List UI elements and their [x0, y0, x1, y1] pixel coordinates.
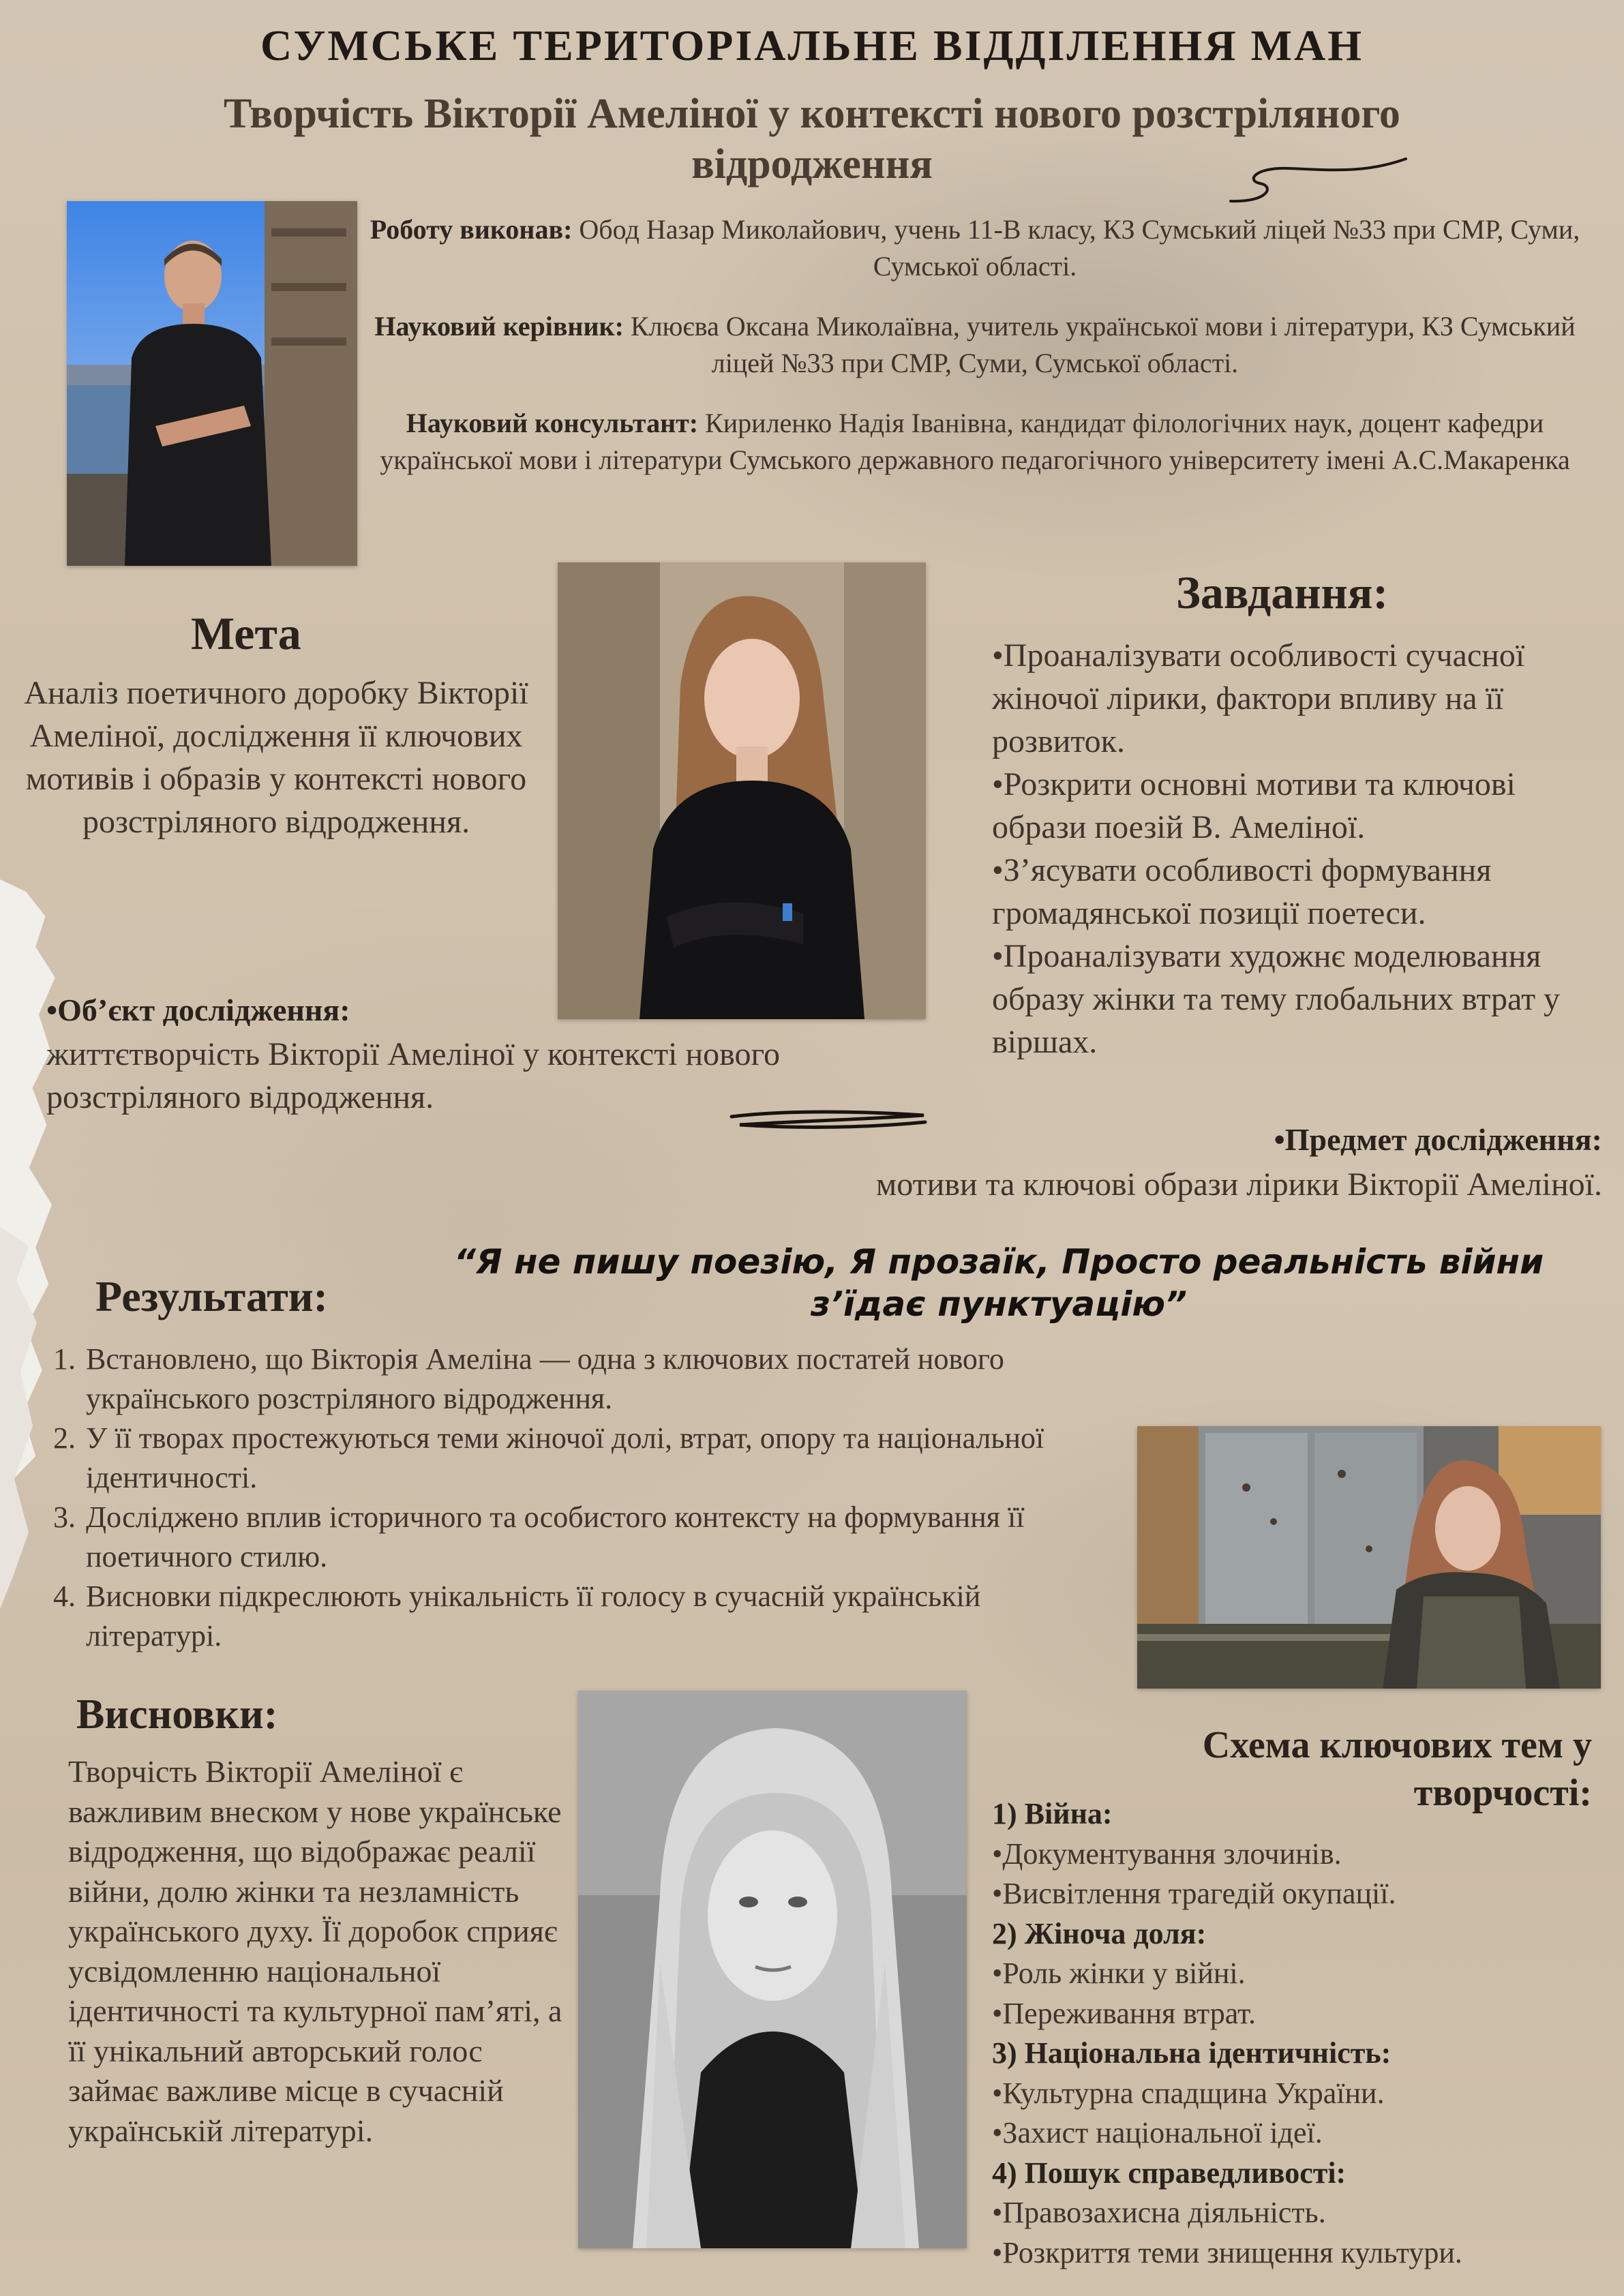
performer-text: Обод Назар Миколайович, учень 11-В класу, КЗ Сумський ліцей №33 при СМР, Суми, Сумської області. [579, 214, 1580, 282]
scheme-category: 1) Війна: [992, 1797, 1113, 1830]
task-item: •Проаналізувати особливості сучасної жіночої лірики, фактори впливу на її розвиток. [992, 637, 1525, 759]
authors-block [368, 211, 1582, 502]
result-number: 1. [53, 1342, 76, 1376]
result-number: 3. [53, 1500, 76, 1534]
scheme-category: 3) Національна ідентичність: [992, 2036, 1392, 2070]
scheme-category: 2) Жіноча доля: [992, 1916, 1207, 1950]
goal-heading: Мета [191, 607, 301, 659]
consultant-info [368, 405, 1582, 479]
subject-text: мотиви та ключові образи лірики Вікторії Амеліної. [875, 1166, 1602, 1203]
supervisor-label: Науковий керівник: [374, 311, 624, 342]
results-heading: Результати: [95, 1272, 328, 1320]
scheme-item: •Правозахисна діяльність. [992, 2196, 1326, 2229]
scribble-divider-icon [726, 1104, 931, 1138]
consultant-text: Кириленко Надія Іванівна, кандидат філологічних наук, доцент кафедри української мови і літератури Сумського державного педагогічного університету імені А.С.Макаренка [380, 408, 1570, 475]
scheme-category: 4) Пошук справедливості: [992, 2156, 1347, 2190]
object-text: життєтворчість Вікторії Амеліної у контексті нового розстріляного відродження. [46, 1036, 780, 1115]
task-item: •Розкрити основні мотиви та ключові образи поезій В. Амеліної. [992, 766, 1516, 845]
result-text: Встановлено, що Вікторія Амеліна — одна з ключових постатей нового українського розстріляного відродження. [86, 1342, 1004, 1415]
scheme-item: •Роль жінки у війні. [992, 1957, 1246, 1990]
amelina-bw-portrait-photo [578, 1691, 967, 2248]
result-text: У її творах простежуються теми жіночої долі, втрат, опору та національної ідентичності. [86, 1421, 1044, 1494]
scheme-item: •Висвітлення трагедій окупації. [992, 1877, 1396, 1910]
scheme-item: •Розкриття теми знищення культури. [992, 2235, 1462, 2269]
page-title: СУМСЬКЕ ТЕРИТОРІАЛЬНЕ ВІДДІЛЕННЯ МАН [260, 21, 1364, 70]
supervisor-info [368, 308, 1582, 382]
scheme-item: •Документування злочинів. [992, 1837, 1342, 1871]
result-item [53, 1419, 1103, 1498]
page-subtitle: Творчість Вікторії Амеліної у контексті нового розстріляного відродження [224, 91, 1400, 187]
tasks-heading: Завдання: [1176, 567, 1389, 618]
result-item [53, 1577, 1103, 1656]
results-list [53, 1340, 1103, 1656]
performer-info [368, 211, 1582, 285]
result-number: 2. [53, 1421, 76, 1455]
tasks-list [992, 634, 1606, 1063]
result-item [53, 1498, 1103, 1577]
performer-label: Роботу виконав: [370, 214, 573, 245]
swirl-decoration-icon [1227, 153, 1411, 208]
goal-text: Аналіз поетичного доробку Вікторії Амеліної, дослідження її ключових мотивів і образів у контексті нового розстріляного відродження. [24, 675, 528, 840]
conclusions-text: Творчість Вікторії Амеліної є важливим внеском у нове українське відродження, що відображає реалії війни, долю жінки та незламність українського духу. Її доробок сприяє усвідомленню національної ідентичності та культурної пам’яті, а її унікальний авторський голос займає важливе місце в сучасній українській літературі. [68, 1754, 562, 2148]
result-text: Досліджено вплив історичного та особистого контексту на формування її поетичного стилю. [86, 1500, 1025, 1573]
scheme-list [992, 1794, 1606, 2273]
scheme-item: •Переживання втрат. [992, 1996, 1256, 2030]
subject-heading: •Предмет дослідження: [1274, 1122, 1602, 1157]
result-text: Висновки підкреслюють унікальність її голосу в сучасній українській літературі. [86, 1580, 981, 1652]
result-item [53, 1340, 1103, 1419]
consultant-label: Науковий консультант: [406, 408, 699, 438]
task-item: •З’ясувати особливості формування громадянської позиції поетеси. [992, 852, 1492, 931]
supervisor-text: Клюєва Оксана Миколаївна, учитель української мови і літератури, КЗ Сумський ліцей №33 при СМР, Суми, Сумської області. [630, 311, 1576, 378]
amelina-quote: “Я не пишу поезію, Я прозаїк, Просто реальність війни з’їдає пунктуацію” [453, 1242, 1544, 1324]
result-number: 4. [53, 1580, 76, 1613]
conclusions-heading: Висновки: [76, 1691, 278, 1738]
scheme-item: •Культурна спадщина України. [992, 2076, 1385, 2110]
amelina-portrait-photo [558, 562, 926, 1019]
author-photo [67, 201, 357, 566]
scheme-item: •Захист національної ідеї. [992, 2116, 1323, 2149]
scheme-heading: Схема ключових тем у творчості: [1202, 1724, 1592, 1814]
object-heading: •Об’єкт дослідження: [46, 993, 350, 1027]
war-photo [1137, 1426, 1601, 1689]
task-item: •Проаналізувати художнє моделювання образу жінки та тему глобальних втрат у віршах. [992, 938, 1561, 1060]
